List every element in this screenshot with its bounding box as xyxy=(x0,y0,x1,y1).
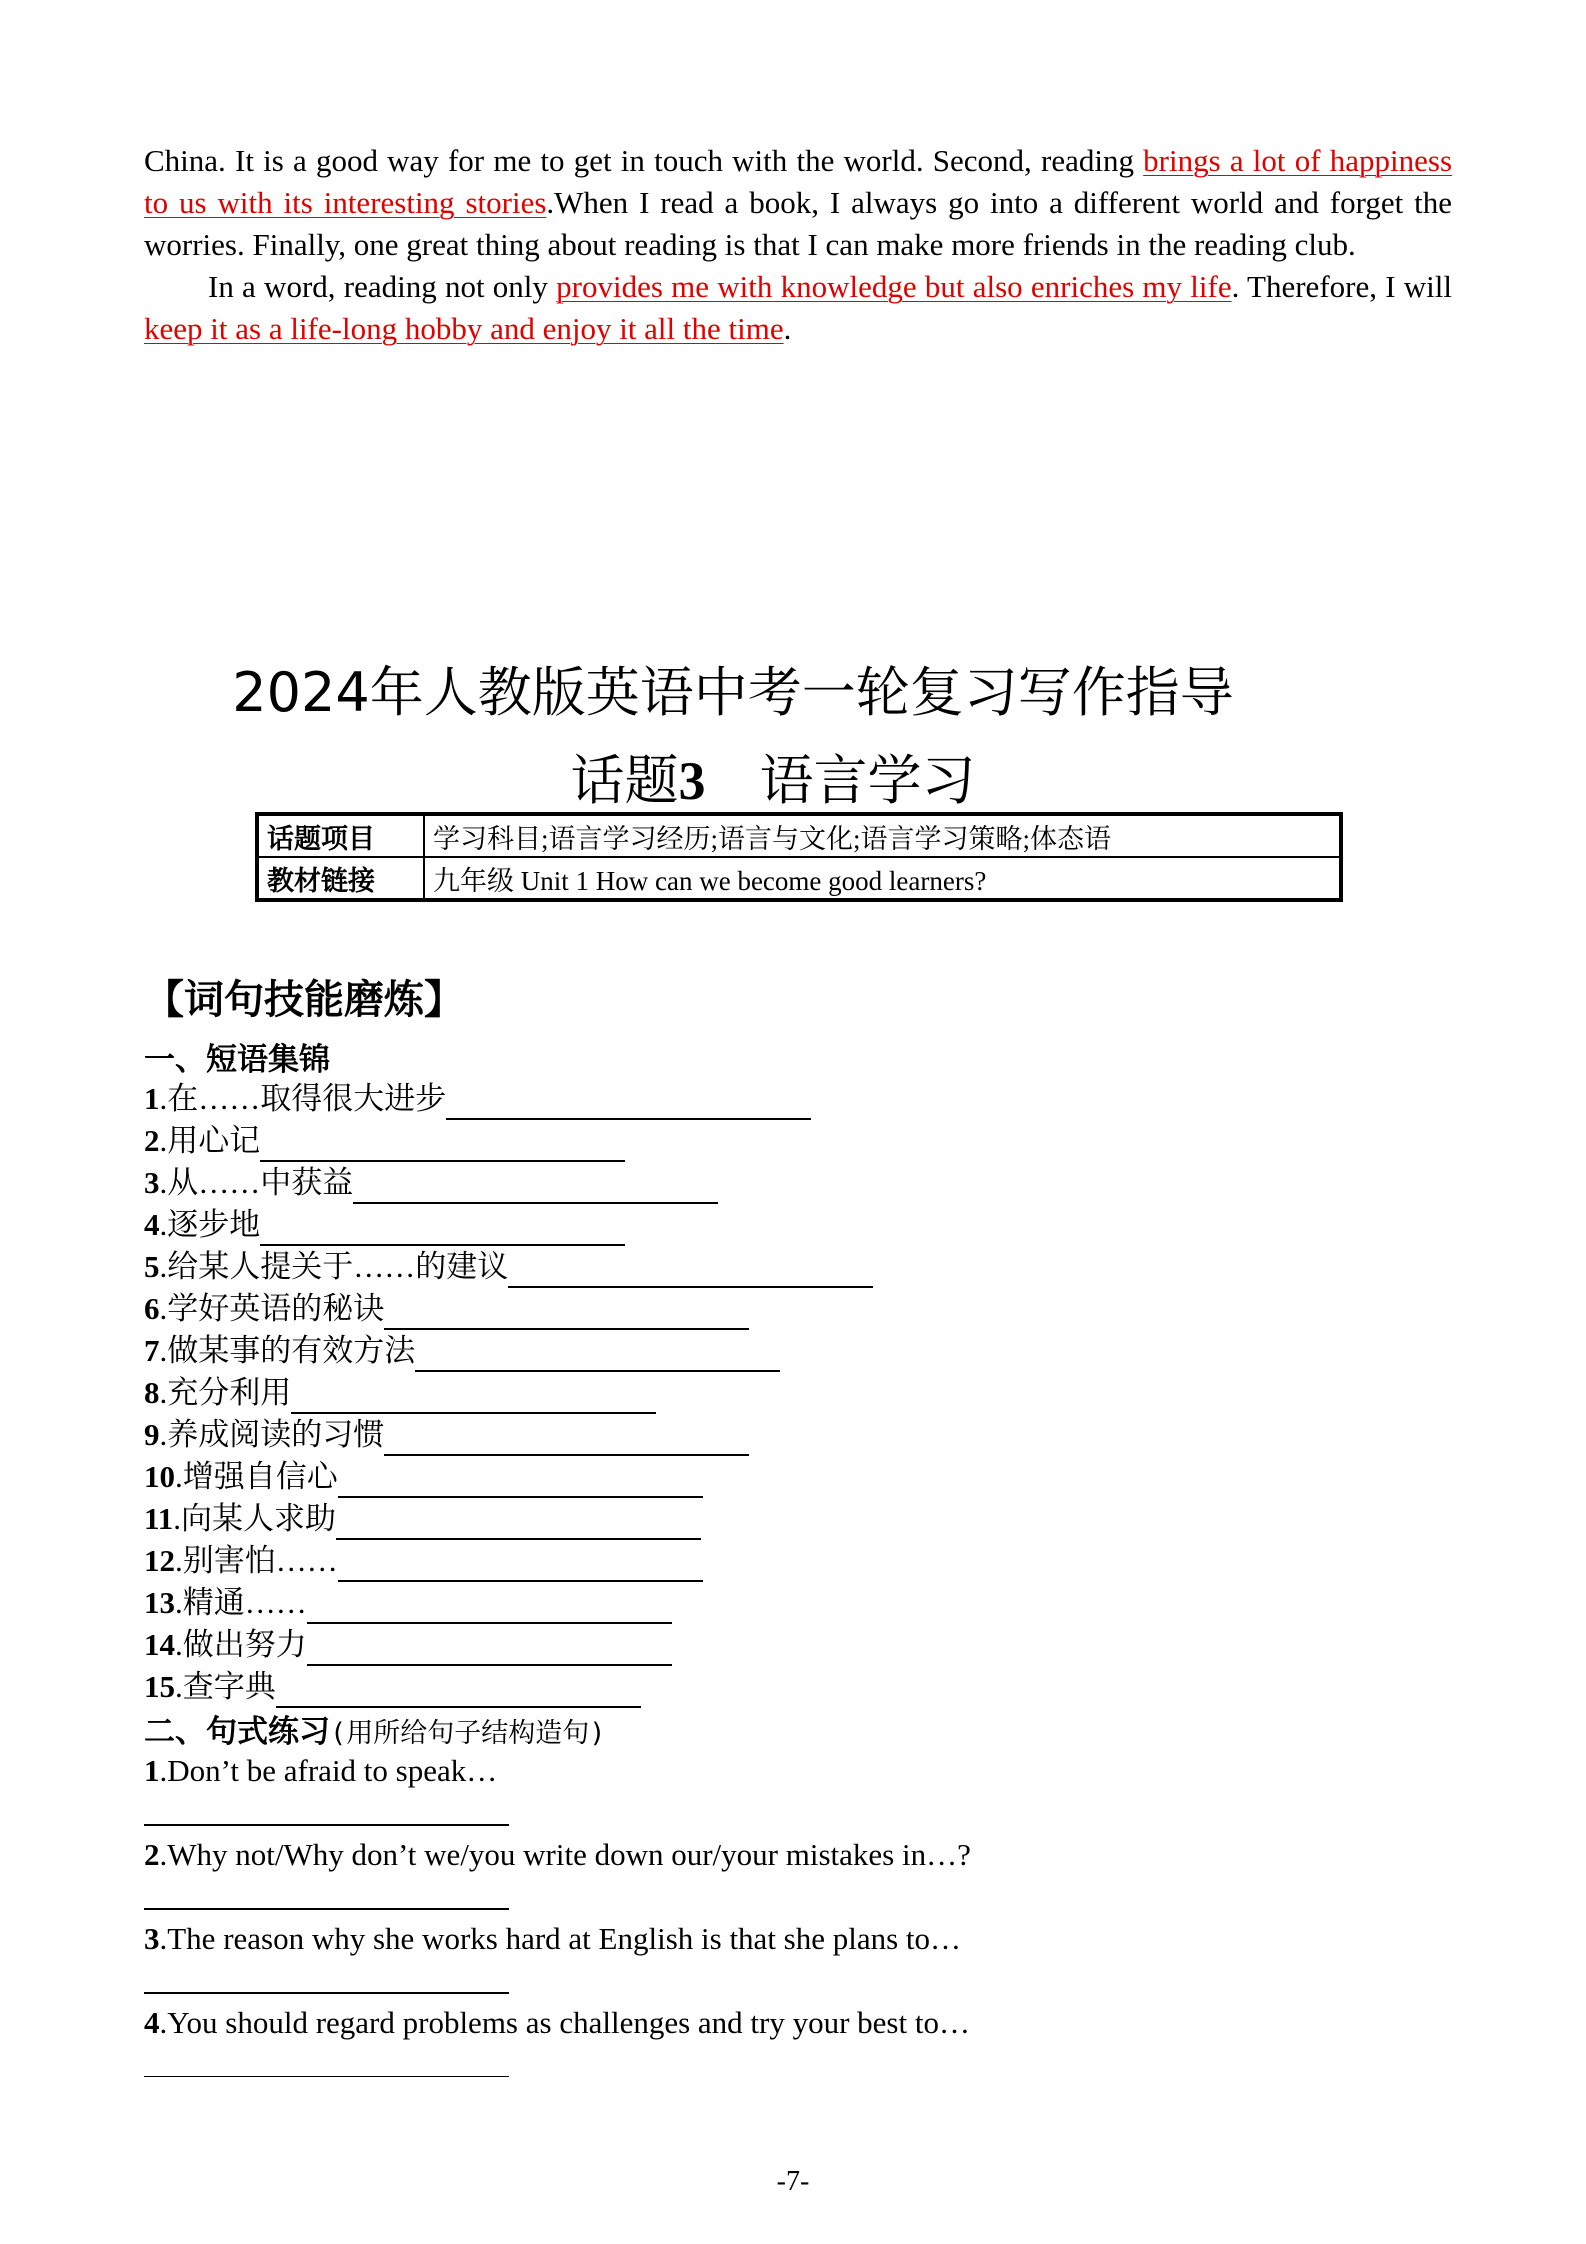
item-number: 4 xyxy=(144,1207,160,1242)
item-text: .做某事的有效方法 xyxy=(159,1333,416,1368)
item-text: .The reason why she works hard at English is that she plans to… xyxy=(159,1921,962,1956)
list-item xyxy=(144,1078,873,1120)
list-item xyxy=(144,1918,971,2002)
document-title-text: 2024年人教版英语中考一轮复习写作指导 xyxy=(232,661,1234,724)
highlighted-phrase: provides me with knowledge but also enriches my life xyxy=(556,269,1232,304)
item-text: .用心记 xyxy=(159,1123,261,1158)
list-item xyxy=(144,1750,971,1834)
item-text: .给某人提关于……的建议 xyxy=(159,1249,509,1284)
essay-text: . xyxy=(783,311,792,346)
table-row xyxy=(257,857,1341,900)
list-item xyxy=(144,1540,873,1582)
item-number: 7 xyxy=(144,1333,160,1368)
answer-blank[interactable] xyxy=(260,1210,625,1246)
document-title xyxy=(0,650,1586,727)
list-item xyxy=(144,1288,873,1330)
item-number: 4 xyxy=(144,2005,160,2040)
item-number: 10 xyxy=(144,1459,175,1494)
essay-text: In a word, reading not only xyxy=(208,269,557,304)
table-header-cell: 话题项目 xyxy=(257,814,424,857)
answer-blank[interactable] xyxy=(144,2044,509,2077)
highlighted-phrase: brings a lot of happiness to us with its interesting stories xyxy=(144,143,1453,220)
item-number: 13 xyxy=(144,1585,175,1620)
item-text: .查字典 xyxy=(175,1669,276,1704)
section-heading: 【词句技能磨炼】 xyxy=(144,977,464,1023)
list-item xyxy=(144,1582,873,1624)
item-number: 11 xyxy=(144,1501,174,1536)
list-item xyxy=(144,1246,873,1288)
part-heading-sentences xyxy=(144,1706,606,1751)
essay-text: China. It is a good way for me to get in touch with the world. Second, reading xyxy=(144,143,1144,178)
part-heading-phrases: 一、短语集锦 xyxy=(144,1042,330,1078)
answer-blank[interactable] xyxy=(144,1876,509,1910)
answer-blank[interactable] xyxy=(260,1126,625,1162)
item-text: .做出努力 xyxy=(175,1627,307,1662)
item-text: .在……取得很大进步 xyxy=(159,1081,447,1116)
list-item xyxy=(144,1330,873,1372)
list-item xyxy=(144,1120,873,1162)
item-text: .充分利用 xyxy=(159,1375,292,1410)
answer-blank[interactable] xyxy=(338,1546,703,1582)
essay-text: .When I read a book, I always go into a different world and forget the worries. Finally, one great thing about reading is that I can make more friends in the reading club. xyxy=(144,185,1452,262)
item-number: 8 xyxy=(144,1375,160,1410)
answer-blank[interactable] xyxy=(384,1294,749,1330)
list-item xyxy=(144,1372,873,1414)
answer-blank[interactable] xyxy=(446,1084,811,1120)
essay-paragraph-2 xyxy=(144,266,1452,350)
item-text: .向某人求助 xyxy=(173,1501,337,1536)
part-title: 二、句式练习 xyxy=(144,1714,330,1750)
item-number: 1 xyxy=(144,1753,160,1788)
topic-number: 3 xyxy=(678,751,706,811)
item-text: .精通…… xyxy=(175,1585,307,1620)
phrase-list xyxy=(144,1078,873,1708)
item-number: 15 xyxy=(144,1669,175,1704)
answer-blank[interactable] xyxy=(384,1420,749,1456)
answer-blank[interactable] xyxy=(307,1588,672,1624)
essay-excerpt xyxy=(144,140,1452,350)
list-item xyxy=(144,1624,873,1666)
item-text: .Why not/Why don’t we/you write down our/your mistakes in…? xyxy=(159,1837,971,1872)
list-item xyxy=(144,1204,873,1246)
answer-blank[interactable] xyxy=(307,1630,672,1666)
item-text: .学好英语的秘诀 xyxy=(159,1291,385,1326)
page-number: -7- xyxy=(776,2166,810,2197)
part-instruction: (用所给句子结构造句) xyxy=(330,1718,606,1749)
topic-info-table xyxy=(255,812,1343,902)
item-number: 14 xyxy=(144,1627,175,1662)
table-row xyxy=(257,814,1341,857)
item-number: 2 xyxy=(144,1123,160,1158)
list-item xyxy=(144,1666,873,1708)
table-value-cell: 九年级 Unit 1 How can we become good learners? xyxy=(424,857,1341,900)
answer-blank[interactable] xyxy=(338,1462,703,1498)
item-text: .逐步地 xyxy=(159,1207,261,1242)
item-number: 5 xyxy=(144,1249,160,1284)
item-text: .You should regard problems as challenges and try your best to… xyxy=(159,2005,970,2040)
item-text: .别害怕…… xyxy=(175,1543,338,1578)
list-item xyxy=(144,1834,971,1918)
answer-blank[interactable] xyxy=(144,1960,509,1994)
item-text: .Don’t be afraid to speak… xyxy=(159,1753,498,1788)
item-number: 9 xyxy=(144,1417,160,1452)
answer-blank[interactable] xyxy=(508,1252,873,1288)
item-text: .增强自信心 xyxy=(175,1459,338,1494)
sentence-list xyxy=(144,1750,971,2086)
item-number: 1 xyxy=(144,1081,160,1116)
essay-text: . Therefore, I will xyxy=(1231,269,1452,304)
list-item xyxy=(144,1414,873,1456)
item-number: 3 xyxy=(144,1165,160,1200)
item-text: .从……中获益 xyxy=(159,1165,354,1200)
table-header-cell: 教材链接 xyxy=(257,857,424,900)
table-value-cell: 学习科目;语言学习经历;语言与文化;语言学习策略;体态语 xyxy=(424,814,1341,857)
item-number: 2 xyxy=(144,1837,160,1872)
list-item xyxy=(144,1162,873,1204)
answer-blank[interactable] xyxy=(336,1504,701,1540)
answer-blank[interactable] xyxy=(353,1168,718,1204)
topic-prefix: 话题 xyxy=(570,749,679,812)
topic-name: 语言学习 xyxy=(759,749,976,812)
answer-blank[interactable] xyxy=(276,1672,641,1708)
item-number: 12 xyxy=(144,1543,175,1578)
item-number: 3 xyxy=(144,1921,160,1956)
list-item xyxy=(144,1498,873,1540)
answer-blank[interactable] xyxy=(291,1378,656,1414)
item-text: .养成阅读的习惯 xyxy=(159,1417,385,1452)
list-item xyxy=(144,2002,971,2086)
answer-blank[interactable] xyxy=(415,1336,780,1372)
essay-paragraph-1 xyxy=(144,140,1452,266)
answer-blank[interactable] xyxy=(144,1792,509,1826)
list-item xyxy=(144,1456,873,1498)
item-number: 6 xyxy=(144,1291,160,1326)
topic-title xyxy=(0,738,1586,815)
highlighted-phrase: keep it as a life-long hobby and enjoy it all the time xyxy=(144,311,784,346)
